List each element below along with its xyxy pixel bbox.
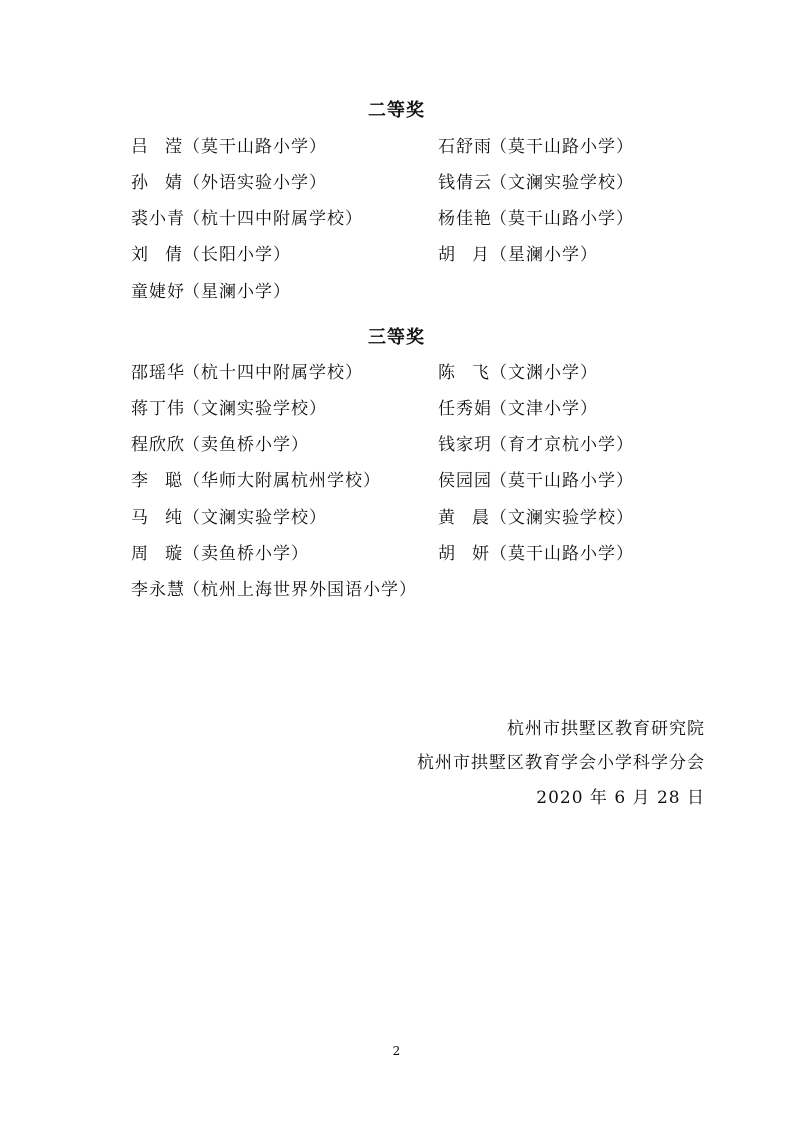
awardee-school: （文津小学） xyxy=(490,399,598,419)
awardee-school: （文澜实验学校） xyxy=(183,399,327,419)
awardee-school: （华师大附属杭州学校） xyxy=(183,471,381,491)
awardee-school: （星澜小学） xyxy=(490,245,598,265)
list-item xyxy=(131,135,327,159)
list-item xyxy=(131,433,309,457)
awardee-school: （文澜实验学校） xyxy=(490,508,634,528)
awardee-name: 钱家玥 xyxy=(438,435,492,455)
awardee-name: 黄 晨 xyxy=(438,508,490,528)
page-number: 2 xyxy=(392,1044,401,1058)
awardee-school: （外语实验小学） xyxy=(183,173,327,193)
awardee-name: 侯园园 xyxy=(438,471,492,491)
signature-org-1: 杭州市拱墅区教育研究院 xyxy=(507,719,705,739)
awardee-school: （杭十四中附属学校） xyxy=(183,209,363,229)
list-item xyxy=(131,506,327,530)
awardee-name: 童婕妤 xyxy=(131,282,185,302)
list-item xyxy=(438,171,634,195)
awardee-school: （卖鱼桥小学） xyxy=(183,435,309,455)
list-item xyxy=(131,171,327,195)
awardee-name: 孙 婧 xyxy=(131,173,183,193)
list-item xyxy=(131,578,417,602)
awardee-school: （莫干山路小学） xyxy=(490,471,634,491)
awardee-name: 程欣欣 xyxy=(131,435,185,455)
list-item xyxy=(131,243,291,267)
awardee-school: （文渊小学） xyxy=(490,363,598,383)
awardee-school: （长阳小学） xyxy=(183,245,291,265)
list-item xyxy=(438,135,634,159)
awardee-school: （莫干山路小学） xyxy=(490,544,634,564)
signature-org-2: 杭州市拱墅区教育学会小学科学分会 xyxy=(417,753,705,773)
list-item xyxy=(131,469,381,493)
list-item xyxy=(131,397,327,421)
awardee-name: 马 纯 xyxy=(131,508,183,528)
awardee-name: 钱倩云 xyxy=(438,173,492,193)
awardee-school: （育才京杭小学） xyxy=(490,435,634,455)
awardee-school: （星澜小学） xyxy=(183,282,291,302)
awardee-school: （文澜实验学校） xyxy=(183,508,327,528)
awardee-name: 刘 倩 xyxy=(131,245,183,265)
third-prize-heading: 三等奖 xyxy=(368,327,425,348)
awardee-name: 李 聪 xyxy=(131,471,183,491)
awardee-name: 蒋丁伟 xyxy=(131,399,185,419)
list-item xyxy=(438,397,598,421)
list-item xyxy=(438,243,598,267)
second-prize-heading: 二等奖 xyxy=(368,100,425,121)
signature-date: 2020 年 6 月 28 日 xyxy=(536,788,705,808)
awardee-name: 吕 滢 xyxy=(131,137,183,157)
awardee-school: （文澜实验学校） xyxy=(490,173,634,193)
awardee-name: 石舒雨 xyxy=(438,137,492,157)
awardee-name: 周 璇 xyxy=(131,544,183,564)
awardee-school: （杭州上海世界外国语小学） xyxy=(183,580,417,600)
list-item xyxy=(131,542,309,566)
list-item xyxy=(131,207,363,231)
awardee-name: 李永慧 xyxy=(131,580,185,600)
list-item xyxy=(131,280,291,304)
awardee-school: （杭十四中附属学校） xyxy=(183,363,363,383)
awardee-name: 胡 妍 xyxy=(438,544,490,564)
list-item xyxy=(438,207,634,231)
awardee-name: 邵瑶华 xyxy=(131,363,185,383)
awardee-school: （莫干山路小学） xyxy=(490,209,634,229)
list-item xyxy=(438,361,598,385)
list-item xyxy=(438,506,634,530)
awardee-name: 裘小青 xyxy=(131,209,185,229)
awardee-school: （莫干山路小学） xyxy=(183,137,327,157)
list-item xyxy=(438,469,634,493)
awardee-name: 杨佳艳 xyxy=(438,209,492,229)
list-item xyxy=(438,542,634,566)
awardee-name: 任秀娟 xyxy=(438,399,492,419)
list-item xyxy=(131,361,363,385)
awardee-name: 陈 飞 xyxy=(438,363,490,383)
awardee-name: 胡 月 xyxy=(438,245,490,265)
awardee-school: （卖鱼桥小学） xyxy=(183,544,309,564)
list-item xyxy=(438,433,634,457)
awardee-school: （莫干山路小学） xyxy=(490,137,634,157)
